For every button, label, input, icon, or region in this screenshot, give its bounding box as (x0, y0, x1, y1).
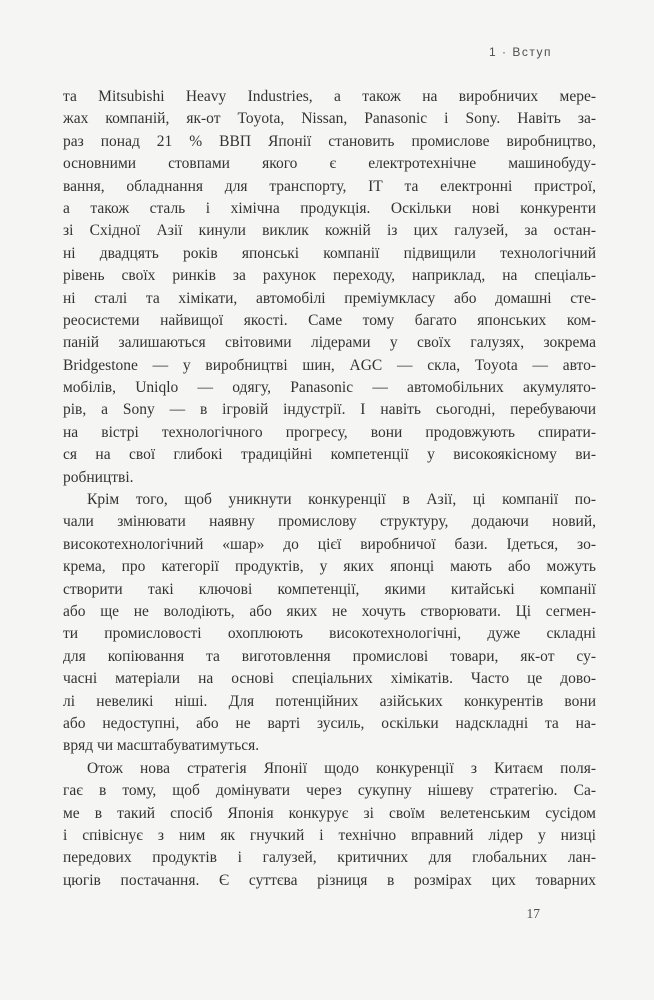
text-line: а також сталь і хімічна продукція. Оскільки нові конкуренти (63, 199, 596, 217)
page-number: 17 (526, 906, 540, 921)
body-text-block (63, 86, 596, 892)
running-header (489, 45, 552, 59)
text-line: Bridgestone — у виробництві шин, AGC — скла, Toyota — авто- (63, 356, 596, 374)
text-line: часні матеріали на основі спеціальних хімікатів. Часто це дово- (63, 670, 596, 688)
text-line: передових продуктів і галузей, критичних для глобальних лан- (63, 849, 596, 867)
chapter-label: 1 · Вступ (489, 45, 552, 59)
text-line: та Mitsubishi Heavy Industries, а також на виробничих мере- (63, 88, 596, 105)
text-line: лі невеликі ніші. Для потенційних азійських конкурентів вони (63, 692, 596, 710)
text-line: створити такі ключові компетенції, якими китайські компанії (63, 580, 596, 598)
text-line: або недоступні, або не варті зусиль, оскільки надскладні та на- (63, 714, 596, 732)
text-line: вряд чи масштабуватимуться. (63, 737, 260, 755)
text-line: паній залишаються світовими лідерами у своїх галузях, зокрема (63, 334, 596, 352)
text-line: Крім того, щоб уникнути конкуренції в Азії, ці компанії по- (87, 491, 596, 509)
text-line: ти промисловості охоплюють високотехнологічні, дуже складні (63, 625, 596, 643)
text-line: мобілів, Uniqlo — одягу, Panasonic — автомобільних акумулято- (63, 379, 596, 397)
text-line: високотехнологічний «шар» до цієї виробничої бази. Ідеться, зо- (63, 535, 596, 553)
text-line: Отож нова стратегія Японії щодо конкуренції з Китаєм поля- (87, 759, 596, 777)
text-line: для копіювання та виготовлення промислові товари, як-от су- (63, 647, 596, 665)
text-line: ме в такий спосіб Японія конкурує зі своїм велетенським сусідом (63, 804, 596, 822)
text-line: цюгів постачання. Є суттєва різниця в розмірах цих товарних (63, 871, 596, 889)
text-line: рів, а Sony — в ігровій індустрії. І навіть сьогодні, перебуваючи (63, 401, 596, 419)
text-line: реосистеми найвищої якості. Саме тому багато японських ком- (63, 311, 596, 329)
text-line: вання, обладнання для транспорту, ІТ та електронні пристрої, (63, 177, 596, 195)
text-line: раз понад 21 % ВВП Японії становить промислове виробництво, (63, 132, 596, 150)
text-line: робництві. (63, 468, 134, 486)
text-line: гає в тому, щоб домінувати через сукупну нішеву стратегію. Са- (63, 782, 596, 800)
text-line: ні двадцять років японські компанії підвищили технологічний (63, 244, 596, 262)
text-line: і співіснує з ним як гнучкий і технічно вправний лідер у низці (63, 826, 596, 844)
text-line: ся на свої глибокі традиційні компетенції у високоякісному ви- (63, 446, 596, 464)
text-line: рівень своїх ринків за рахунок переходу, наприклад, на спеціаль- (63, 267, 596, 285)
text-line: або ще не володіють, або яких не хочуть створювати. Ці сегмен- (63, 602, 596, 620)
text-line: крема, про категорії продуктів, у яких японці мають або можуть (63, 558, 596, 576)
text-line: основними стовпами якого є електротехнічне машинобуду- (63, 155, 596, 173)
text-line: жах компаній, як-от Toyota, Nissan, Panasonic і Sony. Навіть за- (63, 110, 596, 128)
text-line: на вістрі технологічного прогресу, вони продовжують спирати- (63, 423, 596, 441)
text-line: чали змінювати наявну промислову структуру, додаючи новий, (63, 513, 596, 531)
text-line: зі Східної Азії кинули виклик кожній із цих галузей, за остан- (63, 222, 596, 240)
text-line: ні сталі та хімікати, автомобілі преміумкласу або домашні сте- (63, 289, 596, 307)
